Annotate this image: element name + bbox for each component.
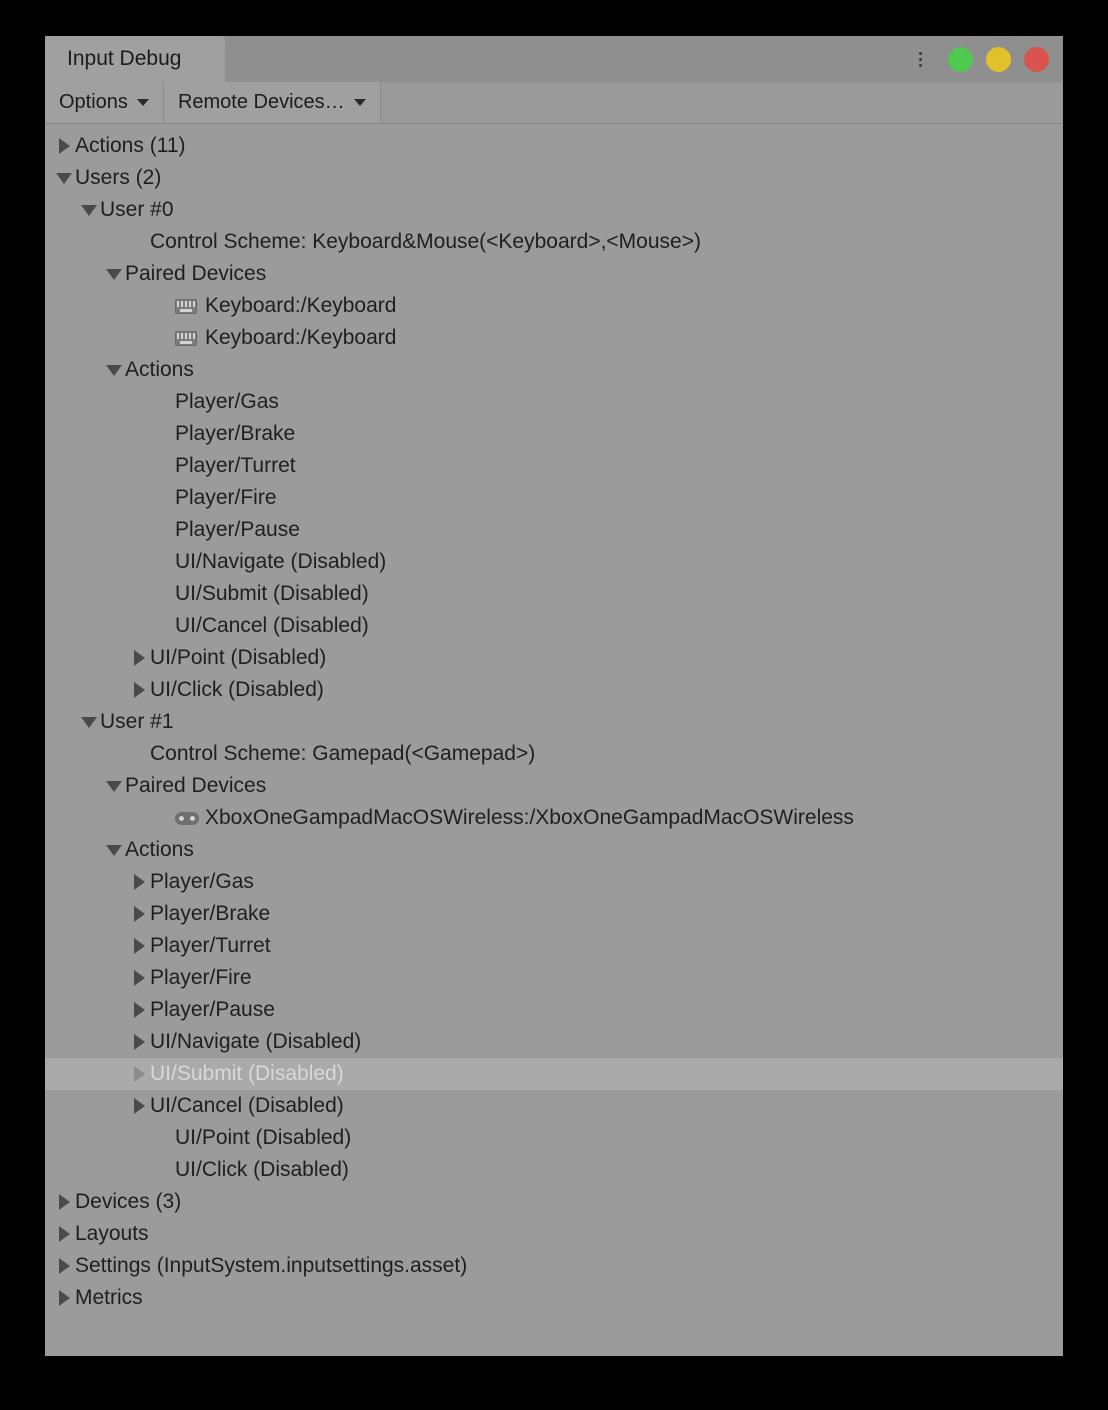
tree-row[interactable] [45,226,1063,258]
toolbar-filler [381,82,1063,123]
tree-row[interactable] [45,866,1063,898]
tree-row-label: UI/Point (Disabled) [175,1126,352,1149]
tree-row-label: Settings (InputSystem.inputsettings.asset) [75,1254,468,1277]
options-label: Options [59,91,128,113]
tree-row-label: UI/Navigate (Disabled) [150,1030,362,1053]
tree-row[interactable] [45,834,1063,866]
tree-row[interactable] [45,322,1063,354]
tree-row-label: Layouts [75,1222,149,1245]
chevron-right-icon[interactable] [128,650,150,666]
minimize-button[interactable] [986,47,1011,72]
tree-row[interactable] [45,898,1063,930]
toolbar [45,82,1063,124]
tree-row[interactable] [45,994,1063,1026]
chevron-right-icon[interactable] [53,138,75,154]
gamepad-glyph [175,812,199,825]
tree-row[interactable] [45,1026,1063,1058]
chevron-right-icon[interactable] [53,1290,75,1306]
tree-row[interactable] [45,962,1063,994]
tree-row[interactable] [45,1282,1063,1314]
tree-row-label: Player/Fire [175,486,277,509]
tree-row[interactable] [45,1250,1063,1282]
chevron-right-icon[interactable] [128,1098,150,1114]
tree-row[interactable] [45,738,1063,770]
tree-row-label: Player/Gas [175,390,279,413]
chevron-right-icon[interactable] [128,682,150,698]
tree-row[interactable] [45,770,1063,802]
tree-row[interactable] [45,1218,1063,1250]
tree-row-label: UI/Submit (Disabled) [150,1062,344,1085]
tree-row-label: Actions [125,358,194,381]
chevron-right-icon[interactable] [128,1002,150,1018]
tree-row-label: UI/Submit (Disabled) [175,582,369,605]
window-titlebar [45,36,1063,82]
tree-row-label: Metrics [75,1286,143,1309]
tree-row-label: Player/Brake [175,422,296,445]
tree-row[interactable] [45,194,1063,226]
tree-row[interactable] [45,290,1063,322]
tree-row-label: Actions [125,838,194,861]
tab-label: Input Debug [67,47,182,70]
tree-row[interactable] [45,130,1063,162]
chevron-right-icon[interactable] [128,1034,150,1050]
tree-row[interactable] [45,450,1063,482]
tree-row-label: UI/Click (Disabled) [175,1158,349,1181]
tree-row[interactable] [45,1186,1063,1218]
tree-row[interactable] [45,642,1063,674]
tree-row-label: Player/Fire [150,966,252,989]
tree-row-label: Player/Gas [150,870,254,893]
tree-row-label: Users (2) [75,166,162,189]
tree-row[interactable] [45,386,1063,418]
tree-row[interactable] [45,610,1063,642]
tree-row-label: Paired Devices [125,774,267,797]
maximize-button[interactable] [948,47,973,72]
tree-row-label: Player/Pause [175,518,300,541]
chevron-down-icon[interactable] [103,365,125,376]
window-controls [911,36,1049,82]
chevron-right-icon[interactable] [128,874,150,890]
tree-row[interactable] [45,802,1063,834]
tree-row-label: XboxOneGampadMacOSWireless:/XboxOneGampadMacOSWireless [205,806,854,829]
tree-row[interactable] [45,514,1063,546]
chevron-down-icon[interactable] [78,717,100,728]
tree-row-label: UI/Cancel (Disabled) [175,614,369,637]
tree-row-label: Player/Turret [175,454,296,477]
tree-row-label: Player/Pause [150,998,275,1021]
tree-row-label: Paired Devices [125,262,267,285]
keyboard-icon [175,299,201,314]
tree-row-label: User #1 [100,710,174,733]
tree-row[interactable] [45,1154,1063,1186]
tree-row-label: Devices (3) [75,1190,182,1213]
chevron-right-icon[interactable] [53,1258,75,1274]
tree-row[interactable] [45,1122,1063,1154]
tree-row-label: UI/Point (Disabled) [150,646,327,669]
input-debug-tree[interactable] [45,124,1063,1356]
tree-row[interactable] [45,354,1063,386]
chevron-down-icon[interactable] [53,173,75,184]
chevron-right-icon[interactable] [53,1194,75,1210]
remote-devices-label: Remote Devices… [177,91,345,113]
keyboard-glyph [175,331,197,346]
tree-row-label: Control Scheme: Keyboard&Mouse(<Keyboard>,<Mouse>) [150,230,701,253]
tree-row[interactable] [45,482,1063,514]
tree-row-label: UI/Navigate (Disabled) [175,550,387,573]
tab-input-debug[interactable] [45,36,225,82]
tree-row-label: Player/Turret [150,934,271,957]
tree-row[interactable] [45,1090,1063,1122]
chevron-down-icon[interactable] [78,205,100,216]
chevron-right-icon[interactable] [128,938,150,954]
close-button[interactable] [1024,47,1049,72]
tree-row-label: Player/Brake [150,902,271,925]
tree-row[interactable] [45,162,1063,194]
chevron-right-icon[interactable] [128,970,150,986]
tree-row[interactable] [45,258,1063,290]
gamepad-icon [175,812,201,825]
tree-row-label: UI/Click (Disabled) [150,678,324,701]
keyboard-glyph [175,299,197,314]
tree-row[interactable] [45,674,1063,706]
chevron-down-icon [137,99,149,106]
chevron-right-icon[interactable] [128,906,150,922]
tree-row[interactable] [45,706,1063,738]
chevron-down-icon[interactable] [103,781,125,792]
remote-devices-dropdown[interactable] [164,82,381,123]
tree-row-label: UI/Cancel (Disabled) [150,1094,344,1117]
tree-row[interactable] [45,418,1063,450]
tree-row-label: Control Scheme: Gamepad(<Gamepad>) [150,742,536,765]
keyboard-icon [175,331,201,346]
tree-row-label: User #0 [100,198,174,221]
tree-row[interactable] [45,930,1063,962]
chevron-down-icon [354,99,366,106]
options-dropdown[interactable] [45,82,164,123]
tree-row[interactable] [45,578,1063,610]
tree-row-label: Keyboard:/Keyboard [205,326,397,349]
chevron-down-icon[interactable] [103,269,125,280]
tree-row[interactable] [45,546,1063,578]
chevron-right-icon[interactable] [53,1226,75,1242]
tree-row[interactable] [45,1058,1063,1090]
kebab-menu-icon[interactable] [911,44,929,74]
input-debug-window [45,36,1063,1356]
tree-row-label: Keyboard:/Keyboard [205,294,397,317]
chevron-right-icon[interactable] [128,1066,150,1082]
chevron-down-icon[interactable] [103,845,125,856]
tree-row-label: Actions (11) [75,134,186,157]
